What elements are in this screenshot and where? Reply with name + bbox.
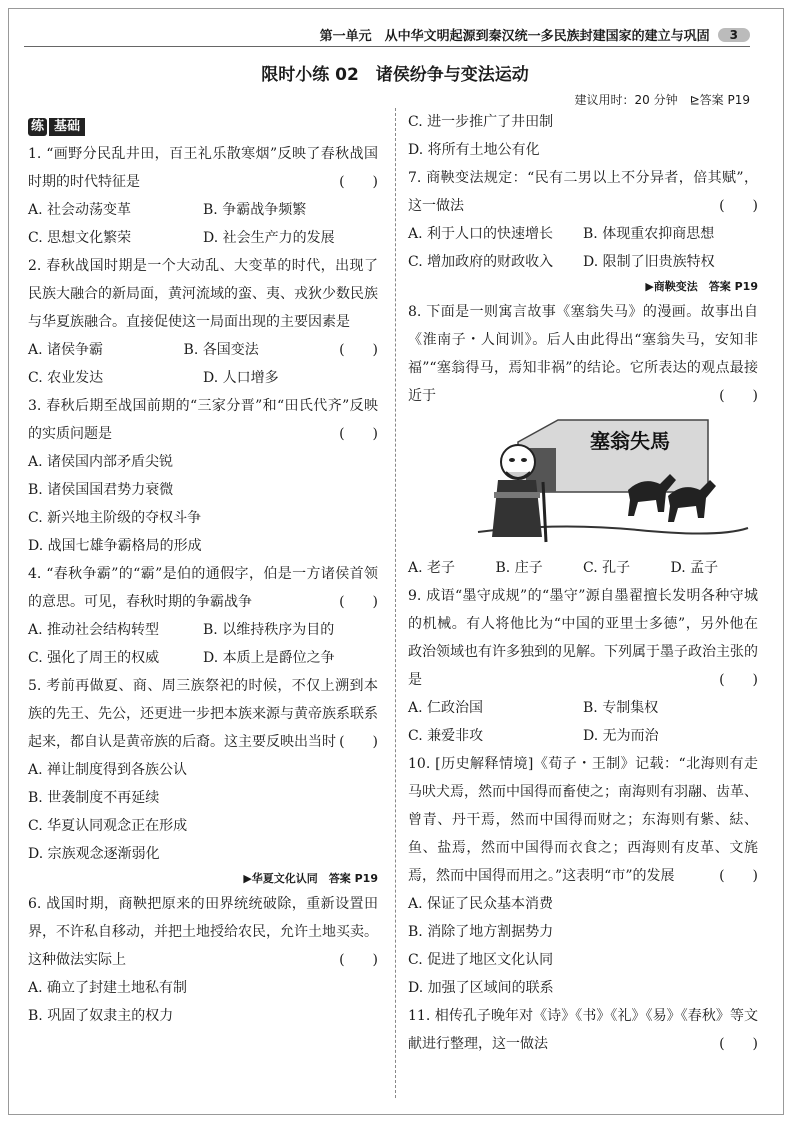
unit-title: 第一单元 从中华文明起源到秦汉统一多民族封建国家的建立与巩固	[319, 29, 710, 44]
option-a: A. 老子	[408, 560, 456, 576]
option-d: D. 宗族观念逐渐弱化	[28, 846, 160, 862]
option-d: D. 本质上是爵位之争	[203, 650, 335, 666]
option-a: A. 保证了民众基本消费	[408, 896, 554, 912]
option-d: D. 战国七雄争霸格局的形成	[28, 538, 202, 554]
option-c: C. 兼爱非攻	[408, 728, 484, 744]
question-5	[28, 672, 378, 868]
answer-paren: ( )	[339, 174, 378, 190]
option-d: D. 限制了旧贵族特权	[583, 254, 715, 270]
option-b: B. 巩固了奴隶主的权力	[28, 1008, 174, 1024]
question-6	[28, 890, 378, 1030]
option-d: D. 加强了区域间的联系	[408, 980, 554, 996]
page-number: 3	[718, 28, 750, 42]
question-text: 10. [历史解释情境]《荀子・王制》记载：“北海则有走马吠犬焉，然而中国得而畜使之；南海则有羽翮、齿革、曾青、丹干焉，然而中国得而财之；东海则有紫、紶、鱼、盐焉，然而中国得而衣食之；西海则有皮革、文旄焉，然而中国得而用之。”这表明“市”的发展	[408, 756, 758, 884]
question-text: 11. 相传孔子晚年对《诗》《书》《礼》《易》《春秋》等文献进行整理，这一做法	[408, 1008, 758, 1052]
answer-paren: ( )	[719, 388, 758, 404]
option-a: A. 社会动荡变革	[28, 202, 132, 218]
answer-paren: ( )	[719, 1036, 758, 1052]
question-text: 4. “春秋争霸”的“霸”是伯的通假字，伯是一方诸侯首领的意思。可见，春秋时期的争霸战争	[28, 566, 378, 610]
comic-image	[408, 412, 758, 554]
section-badge-label: 基础	[49, 118, 85, 136]
question-text: 1. “画野分民乱井田，百王礼乐散寒烟”反映了春秋战国时期的时代特征是	[28, 146, 378, 190]
option-b: B. 专制集权	[583, 700, 659, 716]
answer-paren: ( )	[719, 868, 758, 884]
option-b: B. 以维持秩序为目的	[203, 622, 335, 638]
question-1	[28, 140, 378, 252]
option-a: A. 推动社会结构转型	[28, 622, 160, 638]
question-text: 3. 春秋后期至战国前期的“三家分晋”和“田氏代齐”反映的实质问题是	[28, 398, 378, 442]
section-badge	[28, 118, 85, 136]
option-d: D. 人口增多	[203, 370, 279, 386]
question-text: 8. 下面是一则寓言故事《塞翁失马》的漫画。故事出自《淮南子・人间训》。后人由此得出“塞翁失马，安知非福”“塞翁得马，焉知非祸”的结论。它所表达的观点最接近于	[408, 304, 758, 404]
option-b: B. 消除了地方割据势力	[408, 924, 554, 940]
comic-caption: 塞翁失馬	[590, 429, 670, 453]
option-c: C. 新兴地主阶级的夺权斗争	[28, 510, 202, 526]
question-4	[28, 560, 378, 672]
question-3	[28, 392, 378, 560]
answer-paren: ( )	[719, 672, 758, 688]
answer-paren: ( )	[339, 426, 378, 442]
question-text: 6. 战国时期，商鞅把原来的田界统统破除，重新设置田界，不许私自移动，并把土地授给农民，允许土地买卖。这种做法实际上	[28, 896, 378, 968]
option-c: C. 增加政府的财政收入	[408, 254, 554, 270]
question-8	[408, 298, 758, 582]
right-column	[408, 108, 758, 1058]
topic-tag: ▶商鞅变法 答案 P19	[645, 280, 758, 293]
question-text: 9. 成语“墨守成规”的“墨守”源自墨翟擅长发明各种守城的机械。有人将他比为“中国的亚里士多德”，另外他在政治领域也有许多独到的见解。下列属于墨子政治主张的是	[408, 588, 758, 688]
answer-paren: ( )	[719, 198, 758, 214]
question-2	[28, 252, 378, 392]
question-text: 2. 春秋战国时期是一个大动乱、大变革的时代，出现了民族大融合的新局面，黄河流域的蛮、夷、戎狄少数民族与华夏族融合。直接促使这一局面出现的主要因素是	[28, 258, 378, 330]
answer-paren: ( )	[339, 342, 378, 358]
column-divider	[395, 108, 396, 1098]
option-c: C. 农业发达	[28, 370, 104, 386]
option-b: B. 争霸战争频繁	[203, 202, 307, 218]
option-a: A. 禅让制度得到各族公认	[28, 762, 188, 778]
comic-illustration	[408, 412, 758, 554]
section-badge-icon: 练	[28, 118, 47, 136]
question-6-continued	[408, 108, 758, 164]
running-header	[320, 25, 750, 44]
answer-paren: ( )	[339, 734, 378, 750]
question-text: 5. 考前再做夏、商、周三族祭祀的时候，不仅上溯到本族的先王、先公，还更进一步把本族来源与黄帝族系联系起来，都自认是黄帝族的后裔。这主要反映出当时	[28, 678, 378, 750]
option-d: D. 孟子	[670, 560, 719, 576]
option-b: B. 体现重农抑商思想	[583, 226, 715, 242]
time-note: 建议用时：20 分钟 ⊵答案 P19	[574, 93, 750, 107]
option-d: D. 无为而治	[583, 728, 659, 744]
option-c: C. 华夏认同观念正在形成	[28, 818, 188, 834]
option-a: A. 利于人口的快速增长	[408, 226, 554, 242]
option-c: C. 进一步推广了井田制	[408, 114, 554, 130]
option-d: D. 将所有土地公有化	[408, 142, 540, 158]
option-a: A. 确立了封建土地私有制	[28, 980, 188, 996]
option-b: B. 诸侯国国君势力衰微	[28, 482, 174, 498]
option-a: A. 诸侯国内部矛盾尖锐	[28, 454, 174, 470]
answer-paren: ( )	[339, 594, 378, 610]
option-c: C. 思想文化繁荣	[28, 230, 132, 246]
option-b: B. 各国变法	[183, 342, 259, 358]
topic-tag: ▶华夏文化认同 答案 P19	[243, 872, 378, 885]
left-column	[28, 112, 378, 1030]
answer-paren: ( )	[339, 952, 378, 968]
question-text: 7. 商鞅变法规定：“民有二男以上不分异者，倍其赋”，这一做法	[408, 170, 758, 214]
question-7	[408, 164, 758, 276]
page-title: 限时小练 02 诸侯纷争与变法运动	[261, 65, 529, 85]
option-b: B. 世袭制度不再延续	[28, 790, 160, 806]
question-11	[408, 1002, 758, 1058]
question-10	[408, 750, 758, 1002]
option-a: A. 仁政治国	[408, 700, 484, 716]
option-c: C. 孔子	[583, 560, 631, 576]
option-c: C. 强化了周王的权威	[28, 650, 160, 666]
option-a: A. 诸侯争霸	[28, 342, 104, 358]
question-9	[408, 582, 758, 750]
header-rule	[24, 46, 750, 47]
option-b: B. 庄子	[495, 560, 543, 576]
option-d: D. 社会生产力的发展	[203, 230, 335, 246]
option-c: C. 促进了地区文化认同	[408, 952, 554, 968]
